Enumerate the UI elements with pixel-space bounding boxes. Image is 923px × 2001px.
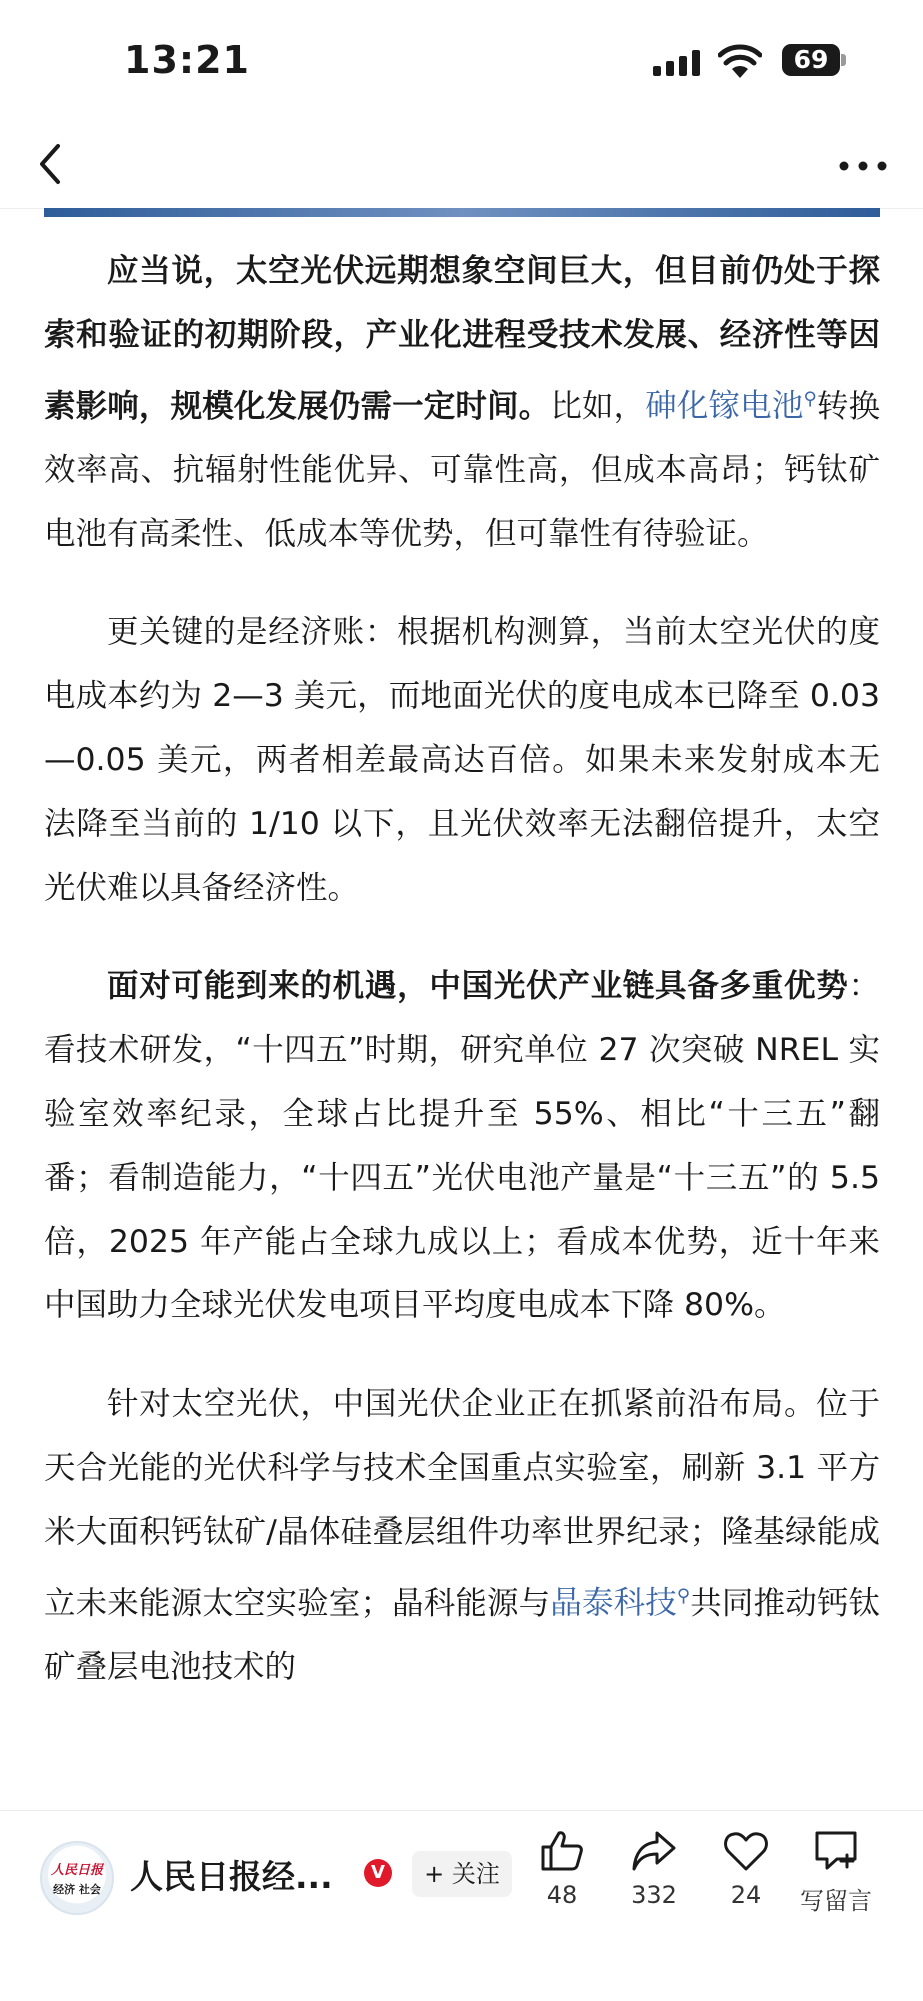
- avatar-logo-text: 人民日报: [50, 1863, 103, 1878]
- paragraph-text: 共同推动钙钛矿叠层电池技术的: [44, 1585, 880, 1685]
- battery-tip: [841, 54, 846, 66]
- bottom-action-bar: [0, 1810, 923, 2001]
- topic-link-label: 晶泰科技: [550, 1585, 677, 1622]
- article-image-bottom-edge: [44, 208, 880, 217]
- paragraph-text: 比如，: [550, 388, 646, 425]
- status-time: 13:21: [124, 38, 250, 82]
- favorite-count: 24: [730, 1881, 762, 1909]
- favorite-button[interactable]: [706, 1829, 786, 1909]
- battery-indicator: 69: [782, 44, 840, 76]
- article-body: [44, 240, 880, 1810]
- like-count: 48: [546, 1881, 578, 1909]
- article-paragraph-4: [44, 1373, 880, 1699]
- article-paragraph-3: [44, 955, 880, 1338]
- comment-plus-icon: [813, 1829, 859, 1873]
- article-paragraph-2: 更关键的是经济账：根据机构测算，当前太空光伏的度电成本约为 2—3 美元，而地面光伏的度电成本已降至 0.03—0.05 美元，两者相差最高达百倍。如果未来发射成本无法降至当前的 1/10 以下，且光伏效率无法翻倍提升，太空光伏难以具备经济性。: [44, 614, 880, 906]
- heart-icon: [723, 1829, 769, 1873]
- topic-link-label: 砷化镓电池: [645, 388, 804, 425]
- share-count: 332: [631, 1881, 677, 1909]
- wifi-icon: [718, 44, 762, 78]
- comment-label: 写留言: [800, 1887, 872, 1915]
- account-name[interactable]: 人民日报经...: [130, 1857, 333, 1896]
- like-button[interactable]: [522, 1829, 602, 1909]
- status-bar: [0, 0, 923, 120]
- paragraph-text: 针对太空光伏，中国光伏企业正在抓紧前沿布局。位于天合光能的光伏科学与技术全国重点实验室，刷新 3.1 平方米大面积钙钛矿/晶体硅叠层组件功率世界纪录；隆基绿能成立未来能源太空实验室；晶科能源与: [44, 1386, 880, 1622]
- article-paragraph-1: [44, 240, 880, 566]
- search-icon: ⚲: [803, 388, 817, 410]
- topic-link-xtalpi[interactable]: [550, 1585, 690, 1621]
- share-arrow-icon: [631, 1829, 677, 1873]
- verified-badge-icon: V: [364, 1859, 392, 1887]
- follow-button[interactable]: + 关注: [412, 1851, 512, 1897]
- share-button[interactable]: [614, 1829, 694, 1909]
- paragraph-text: 转换效率高、抗辐射性能优异、可靠性高，但成本高昂；钙钛矿电池有高柔性、低成本等优势，但可靠性有待验证。: [44, 388, 880, 552]
- paragraph-text: ：看技术研发，“十四五”时期，研究单位 27 次突破 NREL 实验室效率纪录，全球占比提升至 55%、相比“十三五”翻番；看制造能力，“十四五”光伏电池产量是“十三五”的 5.5 倍，2025 年产能占全球九成以上；看成本优势，近十年来中国助力全球光伏发电项目平均度电成本下降 80%。: [44, 968, 880, 1324]
- avatar[interactable]: [40, 1841, 114, 1915]
- avatar-subtitle-text: 经济 社会: [53, 1883, 101, 1896]
- cellular-signal-icon: [653, 50, 703, 76]
- top-nav-bar: [0, 120, 923, 209]
- search-icon: ⚲: [676, 1585, 691, 1607]
- comment-button[interactable]: [796, 1829, 876, 1916]
- chevron-left-icon[interactable]: [30, 140, 74, 188]
- thumbs-up-icon: [539, 1829, 585, 1873]
- topic-link-gaas-battery[interactable]: [645, 388, 816, 424]
- paragraph-bold-text: 应当说，太空光伏远期想象空间巨大，但目前仍处于探索和验证的初期阶段，产业化进程受技术发展、经济性等因素影响，规模化发展仍需一定时间。: [44, 253, 880, 425]
- more-dots-icon[interactable]: [838, 158, 888, 174]
- paragraph-bold-text: 面对可能到来的机遇，中国光伏产业链具备多重优势: [107, 968, 849, 1005]
